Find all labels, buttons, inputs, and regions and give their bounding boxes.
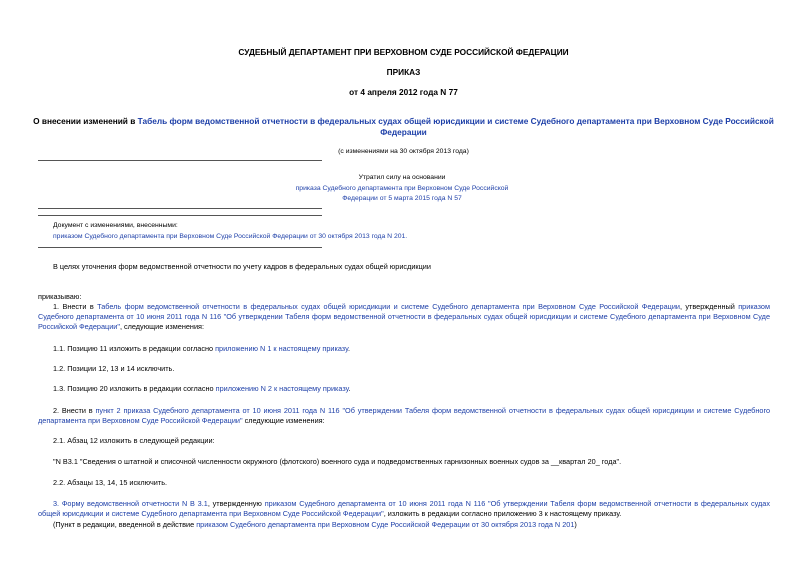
preamble: В целях уточнения форм ведомственной отчетности по учету кадров в федеральных судах общей юрисдикции (53, 262, 431, 271)
item-1-2: 1.2. Позиции 12, 13 и 14 исключить. (53, 364, 175, 373)
item-2-1-quote: "N В3.1 "Сведения о штатной и списочной численности окружного (флотского) военного суда и подведомственных гарнизонных военных судов за __квартал 20_ года". (53, 457, 622, 466)
repeal-notice (290, 173, 514, 205)
item-2-1: 2.1. Абзац 12 изложить в следующей редакции: (53, 436, 215, 445)
item-1-text: , утвержденный (680, 302, 739, 311)
item-1-1-link[interactable]: приложению N 1 к настоящему приказу (215, 344, 348, 353)
item-1-1-text: . (347, 344, 351, 353)
item-1-link-order[interactable]: приказом Судебного департамента от 10 июня 2011 года N 116 "Об утверждении Табеля форм ведомственной отчетности в федеральных судах общей юрисдикции и системе Судебного департамента при Верховном Суде Российской Федерации" (38, 302, 770, 331)
item-1-1-text: 1.1. Позицию 11 изложить в редакции согласно (53, 344, 216, 353)
divider (38, 208, 322, 209)
item-1-3-text: 1.3. Позицию 20 изложить в редакции согласно (53, 384, 216, 393)
item-2-link[interactable]: пункт 2 приказа Судебного департамента от 10 июня 2011 года N 116 "Об утверждении Табеля форм ведомственной отчетности в федеральных судах общей юрисдикции и системе Судебного департамента при Верховном Суде Российской Федерации" (38, 406, 770, 425)
amendments-note: (с изменениями на 30 октября 2013 года) (338, 148, 469, 155)
changes-block (53, 221, 453, 242)
department-heading: СУДЕБНЫЙ ДЕПАРТАМЕНТ ПРИ ВЕРХОВНОМ СУДЕ РОССИЙСКОЙ ФЕДЕРАЦИИ (238, 47, 569, 57)
item-3-text: , утвержденную (207, 499, 265, 508)
date-number-heading: от 4 апреля 2012 года N 77 (349, 87, 458, 97)
repeal-text: Утратил силу на основании (358, 174, 446, 181)
doc-type-heading: ПРИКАЗ (386, 67, 421, 77)
order-word: приказываю: (38, 292, 82, 301)
item-3-link-form[interactable]: 3. Форму ведомственной отчетности N В 3.1 (53, 499, 208, 508)
item-3-link-order[interactable]: приказом Судебного департамента от 10 июня 2011 года N 116 "Об утверждении Табеля форм ведомственной отчетности в федеральных судах общей юрисдикции и системе Судебного департамента при Верховном Суде Российской Федерации" (38, 499, 771, 518)
item-2 (38, 406, 770, 426)
item-1 (38, 302, 770, 332)
divider (38, 247, 322, 248)
item-3-text: , изложить в редакции согласно приложению 3 к настоящему приказу. (383, 509, 622, 518)
repeal-link[interactable]: приказа Судебного департамента при Верховном Суде Российской Федерации от 5 марта 2015 года N 57 (295, 184, 509, 202)
document-title (30, 116, 777, 138)
item-1-1 (38, 344, 770, 354)
title-prefix: О внесении изменений в (33, 116, 138, 126)
item-3-note (38, 520, 770, 530)
item-3-note-link[interactable]: приказом Судебного департамента при Верховном Суде Российской Федерации от 30 октября 2013 года N 201 (196, 520, 575, 529)
divider (38, 215, 322, 216)
item-2-text: следующие изменения: (242, 416, 325, 425)
item-3 (38, 499, 770, 519)
divider (38, 160, 322, 161)
item-1-3 (38, 384, 770, 394)
item-2-text: 2. Внести в (53, 406, 96, 415)
item-3-note-text: (Пункт в редакции, введенной в действие (53, 520, 197, 529)
changes-link[interactable]: приказом Судебного департамента при Верховном Суде Российской Федерации от 30 октября 2013 года N 201. (53, 232, 408, 240)
item-1-text: , следующие изменения: (119, 322, 205, 331)
item-1-3-link[interactable]: приложению N 2 к настоящему приказу (215, 384, 349, 393)
item-1-3-text: . (348, 384, 351, 393)
item-2-2: 2.2. Абзацы 13, 14, 15 исключить. (53, 478, 168, 487)
item-1-link-tabel[interactable]: Табель форм ведомственной отчетности в федеральных судах общей юрисдикции и системе Судебного департамента при Верховном Суде Российской Федерации (97, 302, 680, 311)
item-1-text: 1. Внести в (53, 302, 98, 311)
item-3-note-text: ) (574, 520, 577, 529)
changes-text: Документ с изменениями, внесенными: (53, 222, 178, 229)
title-link[interactable]: Табель форм ведомственной отчетности в федеральных судах общей юрисдикции и системе Судебного департамента при Верховном Суде Российской Федерации (137, 116, 774, 137)
